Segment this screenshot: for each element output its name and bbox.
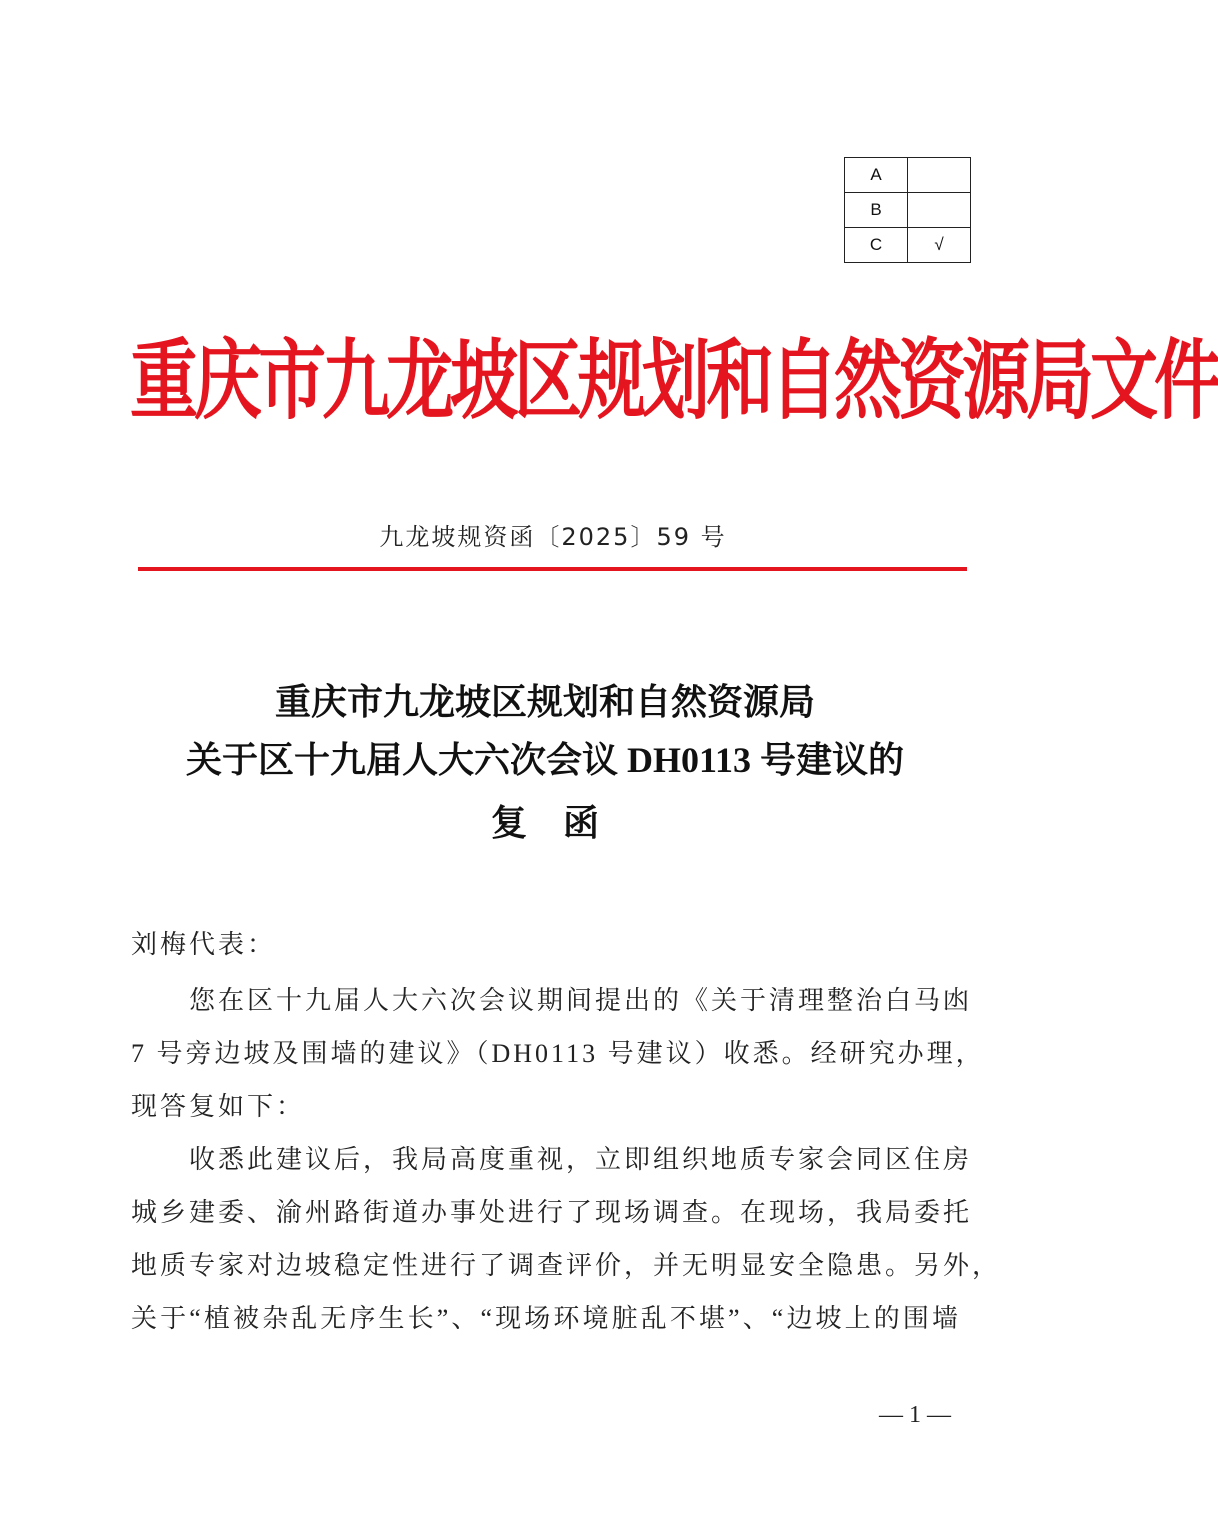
- paragraph-line: 关于“植被杂乱无序生长”、“现场环境脏乱不堪”、“边坡上的围墙: [131, 1304, 961, 1333]
- paragraph-line: 现答复如下：: [131, 1092, 306, 1121]
- red-divider: [138, 567, 967, 571]
- classification-mark: [908, 193, 971, 228]
- classification-row-c: [845, 228, 971, 263]
- letter-title-line-3: 复 函: [490, 803, 599, 843]
- paragraph-line: 城乡建委、渝州路街道办事处进行了现场调查。在现场，我局委托: [131, 1198, 973, 1227]
- classification-label: C: [845, 228, 908, 263]
- classification-table: [844, 157, 971, 263]
- letter-title-line-2: 关于区十九届人大六次会议 DH0113 号建议的: [185, 740, 904, 780]
- paragraph-line: 地质专家对边坡稳定性进行了调查评价，并无明显安全隐患。另外，: [131, 1251, 1002, 1280]
- page-number: — 1 —: [879, 1402, 951, 1428]
- classification-label: B: [845, 193, 908, 228]
- document-number: 九龙坡规资函〔2025〕59 号: [379, 523, 727, 551]
- classification-row-a: [845, 158, 971, 193]
- letter-title-line-1: 重庆市九龙坡区规划和自然资源局: [274, 682, 815, 722]
- classification-row-b: [845, 193, 971, 228]
- classification-label: A: [845, 158, 908, 193]
- paragraph-line: 收悉此建议后，我局高度重视，立即组织地质专家会同区住房: [131, 1145, 973, 1174]
- classification-mark: [908, 158, 971, 193]
- paragraph-line: 您在区十九届人大六次会议期间提出的《关于清理整治白马凼: [131, 986, 973, 1015]
- classification-mark: √: [908, 228, 971, 263]
- salutation: 刘梅代表：: [131, 930, 277, 959]
- paragraph-line: 7 号旁边坡及围墙的建议》（DH0113 号建议）收悉。经研究办理，: [131, 1039, 985, 1068]
- letterhead-title: 重庆市九龙坡区规划和自然资源局文件: [130, 329, 1218, 433]
